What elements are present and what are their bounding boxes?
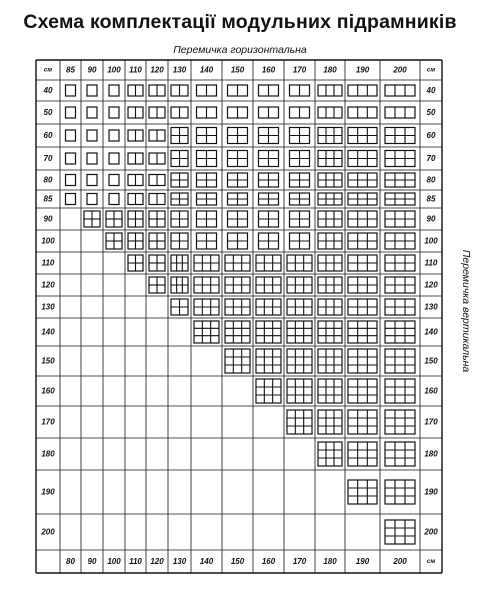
row-header-right: 90	[426, 214, 436, 224]
frame-icon	[259, 107, 279, 118]
frame-icon-outline	[348, 107, 377, 118]
frame-icon	[228, 151, 248, 167]
row-header-right: 85	[426, 194, 436, 204]
frame-icon	[171, 211, 188, 227]
frame-icon	[287, 321, 312, 343]
frame-icon-outline	[66, 175, 76, 186]
frame-icon	[228, 107, 248, 118]
row-header-right: 200	[424, 527, 438, 537]
frame-icon-outline	[287, 410, 312, 434]
frame-icon-outline	[348, 85, 377, 96]
frame-icon	[318, 128, 342, 144]
row-header-left: 50	[43, 108, 53, 117]
frame-icon	[318, 233, 342, 249]
column-header-bottom: 160	[261, 557, 276, 566]
row-header-right: 160	[424, 386, 438, 396]
column-header-bottom: 100	[107, 557, 121, 566]
frame-icon	[385, 379, 415, 403]
frame-icon-outline	[385, 379, 415, 403]
frame-icon	[149, 233, 165, 249]
frame-icon-outline	[256, 379, 281, 403]
frame-icon-outline	[318, 379, 342, 403]
frame-icon-outline	[66, 194, 76, 205]
frame-icon-outline	[87, 175, 97, 186]
frame-icon	[318, 277, 342, 293]
row-header-right: 70	[426, 154, 436, 163]
frame-icon-outline	[66, 85, 76, 96]
row-header-right: 60	[426, 131, 436, 140]
frame-icon	[259, 173, 279, 187]
frame-icon	[109, 194, 119, 205]
frame-icon-outline	[385, 480, 415, 504]
frame-icon	[66, 107, 76, 118]
row-header-right: 80	[426, 175, 436, 185]
frame-icon	[287, 349, 312, 373]
frame-icon	[66, 175, 76, 186]
frame-icon	[256, 349, 281, 373]
frame-icon	[290, 151, 310, 167]
frame-icon-outline	[109, 175, 119, 186]
frame-icon-outline	[348, 480, 377, 504]
frame-icon	[197, 85, 217, 96]
frame-icon	[287, 277, 312, 293]
column-header-top: 120	[150, 65, 164, 75]
frame-icon	[128, 211, 143, 227]
horizontal-axis-title: Перемичка горизонтальна	[173, 44, 307, 56]
frame-icon	[87, 194, 97, 205]
row-header-left: 40	[43, 86, 53, 95]
row-header-left: 60	[43, 131, 53, 140]
frame-icon	[225, 349, 250, 373]
frame-icon	[197, 233, 217, 249]
frame-icon-outline	[348, 349, 377, 373]
frame-icon-outline	[385, 410, 415, 434]
frame-icon	[385, 128, 415, 144]
frame-icon	[348, 173, 377, 187]
frame-icon	[197, 107, 217, 118]
frame-icon	[228, 193, 248, 205]
frame-icon	[287, 299, 312, 315]
frame-icon	[171, 173, 188, 187]
row-header-right: 120	[424, 280, 438, 290]
frame-icon	[194, 255, 219, 271]
frame-icon	[348, 321, 377, 343]
frame-icon	[128, 85, 143, 96]
frame-icon	[171, 277, 188, 293]
frame-icon-outline	[87, 130, 97, 141]
diagram-title: Схема комплектації модульних підрамників	[23, 11, 457, 33]
frame-icon	[348, 379, 377, 403]
frame-icon	[171, 233, 188, 249]
row-header-right: 40	[426, 86, 436, 95]
frame-icon	[385, 255, 415, 271]
frame-icon	[348, 480, 377, 504]
frame-icon	[385, 173, 415, 187]
frame-icon	[66, 153, 76, 164]
frame-icon	[171, 107, 188, 118]
frame-icon	[287, 410, 312, 434]
row-header-left: 70	[43, 154, 53, 163]
frame-icon	[225, 321, 250, 343]
row-header-left: 80	[43, 175, 53, 185]
frame-icon	[385, 321, 415, 343]
frame-icon	[385, 299, 415, 315]
frame-icon	[348, 193, 377, 205]
frame-icon	[228, 173, 248, 187]
frame-icon-outline	[109, 194, 119, 205]
frame-icon	[197, 173, 217, 187]
frame-icon	[194, 321, 219, 343]
frame-icon	[197, 211, 217, 227]
column-header-bottom: 90	[87, 557, 97, 566]
frame-icon	[348, 277, 377, 293]
frame-icon	[290, 233, 310, 249]
column-header-top: 90	[87, 65, 97, 75]
row-header-right: 140	[424, 327, 438, 337]
frame-icon	[348, 211, 377, 227]
frame-icon	[171, 85, 188, 96]
frame-icon	[318, 107, 342, 118]
frame-icon	[109, 153, 119, 164]
frame-icon-outline	[109, 85, 119, 96]
column-header-top: 160	[261, 65, 276, 75]
unit-label-top-left: см	[43, 66, 53, 74]
frame-icon	[87, 153, 97, 164]
column-header-top: 150	[230, 65, 245, 75]
row-header-left: 160	[41, 386, 55, 396]
frame-icon-outline	[87, 107, 97, 118]
frame-icon	[348, 255, 377, 271]
frame-icon	[256, 255, 281, 271]
frame-icon-outline	[87, 194, 97, 205]
column-header-bottom: 110	[129, 557, 142, 566]
row-header-right: 100	[424, 236, 438, 246]
frame-icon-outline	[287, 321, 312, 343]
frame-icon	[290, 193, 310, 205]
frame-icon	[194, 299, 219, 315]
unit-label-bottom-right: см	[426, 558, 436, 565]
frame-icon	[348, 151, 377, 167]
frame-icon	[256, 277, 281, 293]
frame-icon-outline	[318, 349, 342, 373]
frame-icon-outline	[385, 85, 415, 96]
frame-icon	[197, 128, 217, 144]
row-header-left: 200	[41, 527, 55, 537]
frame-icon-outline	[194, 321, 219, 343]
frame-icon-outline	[109, 130, 119, 141]
frame-icon-outline	[318, 410, 342, 434]
row-header-left: 190	[41, 487, 55, 497]
row-header-right: 170	[424, 417, 438, 427]
frame-icon	[66, 85, 76, 96]
frame-icon	[197, 151, 217, 167]
frame-icon-outline	[87, 85, 97, 96]
frame-icon	[385, 193, 415, 205]
column-header-bottom: 150	[230, 557, 245, 566]
column-header-top: 200	[393, 65, 407, 75]
row-header-left: 100	[41, 236, 55, 246]
row-header-left: 130	[41, 302, 55, 312]
frame-icon-outline	[66, 153, 76, 164]
row-header-left: 180	[41, 449, 55, 459]
frame-icon	[109, 85, 119, 96]
frame-icon-outline	[385, 442, 415, 466]
frame-icon-outline	[225, 349, 250, 373]
frame-icon	[149, 277, 165, 293]
unit-label-top-right: см	[426, 66, 436, 74]
frame-icon	[109, 107, 119, 118]
row-header-right: 150	[424, 356, 438, 366]
frame-icon	[228, 233, 248, 249]
frame-icon	[109, 130, 119, 141]
frame-icon	[106, 233, 122, 249]
frame-icon	[318, 379, 342, 403]
frame-icon	[348, 128, 377, 144]
row-header-right: 50	[426, 108, 436, 117]
frame-icon-outline	[287, 379, 312, 403]
row-header-right: 130	[424, 302, 438, 312]
frame-icon	[128, 255, 143, 271]
frame-icon	[318, 151, 342, 167]
frame-icon	[259, 151, 279, 167]
frame-icon-outline	[348, 442, 377, 466]
frame-icon	[66, 194, 76, 205]
frame-icon	[318, 173, 342, 187]
frame-icon	[149, 194, 165, 205]
frame-icon	[259, 233, 279, 249]
frame-icon	[290, 85, 310, 96]
frame-icon-outline	[318, 107, 342, 118]
frame-icon-outline	[109, 153, 119, 164]
frame-icon	[318, 85, 342, 96]
frame-icon	[128, 194, 143, 205]
frame-icon	[385, 85, 415, 96]
frame-icon	[318, 211, 342, 227]
frame-icon	[128, 107, 143, 118]
frame-icon	[109, 175, 119, 186]
frame-icon	[318, 255, 342, 271]
frame-icon	[385, 520, 415, 544]
frame-icon-outline	[385, 349, 415, 373]
frame-icon	[290, 173, 310, 187]
frame-icon	[259, 128, 279, 144]
frame-icon	[128, 153, 143, 164]
frame-icon	[197, 193, 217, 205]
frame-icon	[66, 130, 76, 141]
frame-icon	[87, 85, 97, 96]
frame-icon	[87, 175, 97, 186]
frame-icon-outline	[66, 107, 76, 118]
frame-icon	[259, 211, 279, 227]
frame-icon	[318, 299, 342, 315]
frame-icon-outline	[256, 321, 281, 343]
row-header-left: 85	[43, 194, 53, 204]
column-header-bottom: 140	[199, 557, 214, 566]
frame-icon-outline	[348, 410, 377, 434]
row-header-right: 190	[424, 487, 438, 497]
frame-icon	[149, 130, 165, 141]
frame-icon	[290, 107, 310, 118]
frame-icon	[385, 107, 415, 118]
column-header-top: 130	[172, 65, 187, 75]
frame-icon	[259, 85, 279, 96]
frame-icon	[385, 277, 415, 293]
frame-icon	[318, 349, 342, 373]
column-header-bottom: 120	[150, 557, 164, 566]
frame-icon	[348, 107, 377, 118]
frame-icon	[106, 211, 122, 227]
frame-icon	[348, 442, 377, 466]
column-header-top: 170	[292, 65, 307, 75]
frame-icon	[149, 175, 165, 186]
row-header-left: 170	[41, 417, 55, 427]
frame-icon-outline	[348, 379, 377, 403]
frame-icon-outline	[287, 349, 312, 373]
frame-icon	[385, 410, 415, 434]
column-header-top: 100	[107, 65, 121, 75]
frame-icon	[128, 175, 143, 186]
frame-icon	[259, 193, 279, 205]
frame-icon	[171, 128, 188, 144]
frame-icon-outline	[318, 321, 342, 343]
frame-icon	[225, 299, 250, 315]
column-header-top: 190	[355, 65, 370, 75]
frame-icon	[149, 255, 165, 271]
frame-icon	[228, 85, 248, 96]
frame-icon	[171, 299, 188, 315]
frame-icon-outline	[348, 321, 377, 343]
column-header-top: 85	[66, 65, 75, 75]
frame-icon	[171, 255, 188, 271]
frame-icon-outline	[318, 85, 342, 96]
frame-icon	[194, 277, 219, 293]
frame-icon	[256, 299, 281, 315]
row-header-left: 110	[41, 258, 55, 268]
column-header-bottom: 190	[355, 557, 370, 566]
frame-icon	[225, 277, 250, 293]
frame-icon-outline	[385, 321, 415, 343]
row-header-right: 180	[424, 449, 438, 459]
frame-icon	[385, 480, 415, 504]
frame-icon	[128, 130, 143, 141]
frame-icon	[87, 130, 97, 141]
row-header-right: 110	[424, 258, 438, 268]
frame-icon	[348, 85, 377, 96]
frame-icon	[149, 107, 165, 118]
frame-icon-outline	[256, 349, 281, 373]
frame-icon	[256, 379, 281, 403]
frame-icon	[385, 349, 415, 373]
frame-icon	[287, 379, 312, 403]
frame-icon-outline	[87, 153, 97, 164]
column-header-bottom: 170	[292, 557, 307, 566]
frame-icon	[225, 255, 250, 271]
row-header-left: 120	[41, 280, 55, 290]
frame-icon	[87, 107, 97, 118]
frame-icon	[149, 211, 165, 227]
frame-icon	[348, 349, 377, 373]
column-header-bottom: 180	[323, 557, 337, 566]
column-header-top: 180	[323, 65, 337, 75]
frame-icon	[318, 410, 342, 434]
row-header-left: 90	[43, 214, 53, 224]
column-header-top: 140	[199, 65, 214, 75]
frame-icon	[318, 442, 342, 466]
frame-icon	[287, 255, 312, 271]
frame-icon-outline	[385, 520, 415, 544]
row-header-left: 150	[41, 356, 55, 366]
vertical-axis-title: Перемичка вертикальна	[460, 249, 472, 372]
frame-icon	[171, 193, 188, 205]
column-header-top: 110	[129, 65, 142, 75]
frame-icon	[84, 211, 100, 227]
frame-icon	[149, 85, 165, 96]
frame-icon	[385, 233, 415, 249]
frame-icon-outline	[385, 107, 415, 118]
frame-icon	[290, 128, 310, 144]
frame-icon	[149, 153, 165, 164]
frame-icon	[348, 233, 377, 249]
frame-icon-outline	[225, 321, 250, 343]
column-header-bottom: 130	[172, 557, 187, 566]
frame-icon	[318, 321, 342, 343]
frame-icon	[256, 321, 281, 343]
frame-icon	[128, 233, 143, 249]
frame-icon-outline	[318, 442, 342, 466]
frame-icon	[385, 442, 415, 466]
column-header-bottom: 80	[66, 557, 75, 566]
frame-icon-outline	[109, 107, 119, 118]
frame-icon	[228, 128, 248, 144]
frame-icon	[290, 211, 310, 227]
frame-icon-outline	[66, 130, 76, 141]
frame-icon	[348, 410, 377, 434]
column-header-bottom: 200	[393, 557, 407, 566]
row-header-left: 140	[41, 327, 55, 337]
frame-icon	[385, 211, 415, 227]
frame-icon	[318, 193, 342, 205]
frame-icon	[348, 299, 377, 315]
frame-icon	[385, 151, 415, 167]
frame-icon	[171, 151, 188, 167]
frame-icon	[228, 211, 248, 227]
